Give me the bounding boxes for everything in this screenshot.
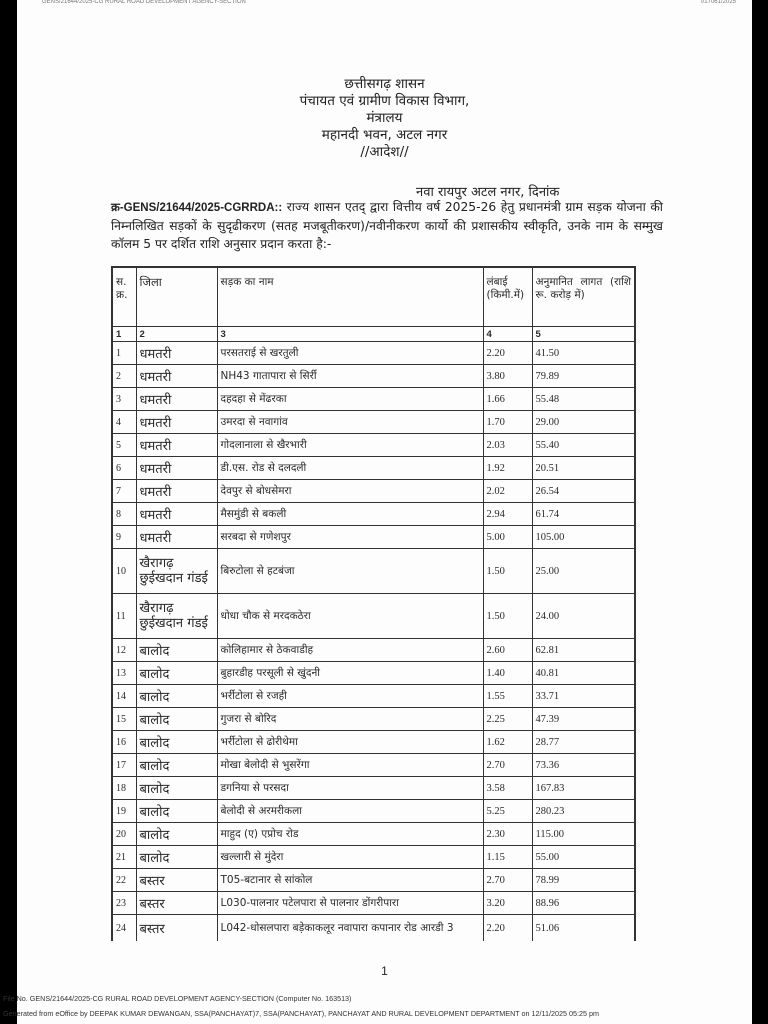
- header-estimated-cost: अनुमानित लागत (राशि रू. करोड़ में): [532, 267, 635, 327]
- column-number: 5: [532, 327, 635, 342]
- serial-no-cell: 6: [112, 457, 136, 480]
- length-cell: 2.60: [483, 639, 532, 662]
- table-row: [112, 388, 635, 411]
- table-row: [112, 869, 635, 892]
- cost-cell: 55.48: [532, 388, 635, 411]
- length-cell: 3.20: [483, 892, 532, 915]
- road-name-cell: T05-बटानार से सांकोल: [217, 869, 483, 892]
- district-cell: धमतरी: [136, 365, 217, 388]
- length-cell: 5.00: [483, 526, 532, 549]
- serial-no-cell: 12: [112, 639, 136, 662]
- cost-cell: 26.54: [532, 480, 635, 503]
- district-cell: धमतरी: [136, 457, 217, 480]
- cost-cell: 79.89: [532, 365, 635, 388]
- length-cell: 5.25: [483, 800, 532, 823]
- letterhead: [17, 76, 752, 161]
- road-name-cell: कोलिहामार से ठेकवाडीह: [217, 639, 483, 662]
- footer-generated-by: Generated from eOffice by DEEPAK KUMAR DEWANGAN, SSA(PANCHAYAT)7, SSA(PANCHAYAT), PANCHAYAT AND RURAL DEVELOPMENT DEPARTMENT on 12/11/2025 05:25 pm: [3, 1009, 599, 1018]
- serial-no-cell: 11: [112, 594, 136, 639]
- length-cell: 1.50: [483, 549, 532, 594]
- cost-cell: 24.00: [532, 594, 635, 639]
- cost-cell: 88.96: [532, 892, 635, 915]
- serial-no-cell: 4: [112, 411, 136, 434]
- column-number: 1: [112, 327, 136, 342]
- header-serial-no: स. क्र.: [112, 267, 136, 327]
- order-reference-number: क्र-GENS/21644/2025-CGRRDA::: [111, 202, 283, 214]
- district-cell: खैरागढ़ छुईखदान गंडई: [136, 549, 217, 594]
- district-cell: बालोद: [136, 662, 217, 685]
- cost-cell: 78.99: [532, 869, 635, 892]
- cost-cell: 55.40: [532, 434, 635, 457]
- serial-no-cell: 14: [112, 685, 136, 708]
- order-paragraph: [111, 198, 663, 253]
- cost-cell: 115.00: [532, 823, 635, 846]
- district-cell: बालोद: [136, 754, 217, 777]
- road-name-cell: धोधा चौक से मरदकठेरा: [217, 594, 483, 639]
- top-header-strip: [27, 0, 742, 8]
- district-cell: बालोद: [136, 731, 217, 754]
- serial-no-cell: 21: [112, 846, 136, 869]
- district-cell: धमतरी: [136, 388, 217, 411]
- road-name-cell: डगनिया से परसदा: [217, 777, 483, 800]
- road-name-cell: गुजरा से बोरिद: [217, 708, 483, 731]
- table-row: [112, 411, 635, 434]
- length-cell: 2.94: [483, 503, 532, 526]
- road-name-cell: माहुद (ए) एप्रोच रोड: [217, 823, 483, 846]
- length-cell: 1.62: [483, 731, 532, 754]
- length-cell: 2.30: [483, 823, 532, 846]
- eoffice-footer: [3, 991, 743, 1021]
- table-row: [112, 754, 635, 777]
- district-cell: बालोद: [136, 708, 217, 731]
- serial-no-cell: 15: [112, 708, 136, 731]
- length-cell: 1.55: [483, 685, 532, 708]
- table-row: [112, 777, 635, 800]
- serial-no-cell: 5: [112, 434, 136, 457]
- office-address: महानदी भवन, अटल नगर: [321, 127, 448, 143]
- length-cell: 2.70: [483, 869, 532, 892]
- length-cell: 2.20: [483, 915, 532, 942]
- top-strip-file-ref: GENS/21644/2025-CG RURAL ROAD DEVELOPMENT AGENCY-SECTION: [42, 0, 246, 5]
- road-name-cell: NH43 गातापारा से सिर्री: [217, 365, 483, 388]
- road-name-cell: देवपुर से बोधसेमरा: [217, 480, 483, 503]
- length-cell: 2.70: [483, 754, 532, 777]
- district-cell: बालोद: [136, 685, 217, 708]
- table-row: [112, 434, 635, 457]
- cost-cell: 280.23: [532, 800, 635, 823]
- table-row: [112, 915, 635, 942]
- document-page: [3, 0, 752, 1024]
- table-row: [112, 365, 635, 388]
- length-cell: 2.25: [483, 708, 532, 731]
- serial-no-cell: 9: [112, 526, 136, 549]
- road-name-cell: L030-पालनार पटेलपारा से पालनार डोंगरीपारा: [217, 892, 483, 915]
- road-name-cell: बेलोदी से अरमरीकला: [217, 800, 483, 823]
- header-district: जिला: [136, 267, 217, 327]
- cost-cell: 51.06: [532, 915, 635, 942]
- cost-cell: 40.81: [532, 662, 635, 685]
- serial-no-cell: 20: [112, 823, 136, 846]
- table-row: [112, 503, 635, 526]
- length-cell: 1.66: [483, 388, 532, 411]
- serial-no-cell: 7: [112, 480, 136, 503]
- district-cell: बस्तर: [136, 892, 217, 915]
- serial-no-cell: 1: [112, 342, 136, 365]
- serial-no-cell: 2: [112, 365, 136, 388]
- place-and-date: नवा रायपुर अटल नगर, दिनांक: [416, 185, 560, 200]
- length-cell: 1.15: [483, 846, 532, 869]
- road-name-cell: बुहारडीह परसूली से खुंदनी: [217, 662, 483, 685]
- district-cell: धमतरी: [136, 434, 217, 457]
- table-row: [112, 685, 635, 708]
- road-name-cell: खल्लारी से मुंदेरा: [217, 846, 483, 869]
- table-row: [112, 800, 635, 823]
- department-name: पंचायत एवं ग्रामीण विकास विभाग,: [299, 93, 470, 109]
- table-header-row: [112, 267, 635, 327]
- table-row: [112, 480, 635, 503]
- length-cell: 1.40: [483, 662, 532, 685]
- road-name-cell: मोखा बेलोदी से भुसरेंगा: [217, 754, 483, 777]
- cost-cell: 55.00: [532, 846, 635, 869]
- table-row: [112, 662, 635, 685]
- cost-cell: 167.83: [532, 777, 635, 800]
- cost-cell: 29.00: [532, 411, 635, 434]
- serial-no-cell: 13: [112, 662, 136, 685]
- road-name-cell: परसतराई से खरतुली: [217, 342, 483, 365]
- road-name-cell: सरबदा से गणेशपुर: [217, 526, 483, 549]
- district-cell: खैरागढ़ छुईखदान गंडई: [136, 594, 217, 639]
- length-cell: 1.92: [483, 457, 532, 480]
- page-number: 1: [381, 964, 388, 978]
- district-cell: बालोद: [136, 846, 217, 869]
- table-row: [112, 708, 635, 731]
- district-cell: बस्तर: [136, 915, 217, 942]
- length-cell: 2.20: [483, 342, 532, 365]
- serial-no-cell: 18: [112, 777, 136, 800]
- serial-no-cell: 24: [112, 915, 136, 942]
- district-cell: धमतरी: [136, 411, 217, 434]
- table-row: [112, 639, 635, 662]
- road-name-cell: L042-धोसलपारा बड़ेकाकलूर नवापारा कपानार रोड आरडी 3: [217, 915, 483, 942]
- length-cell: 3.58: [483, 777, 532, 800]
- road-name-cell: भर्रीटोला से ढोरीथेमा: [217, 731, 483, 754]
- district-cell: धमतरी: [136, 526, 217, 549]
- road-name-cell: गोदलानाला से खैरभारी: [217, 434, 483, 457]
- road-name-cell: मैसमुंडी से बकली: [217, 503, 483, 526]
- district-cell: धमतरी: [136, 503, 217, 526]
- serial-no-cell: 16: [112, 731, 136, 754]
- table-row: [112, 731, 635, 754]
- serial-no-cell: 10: [112, 549, 136, 594]
- cost-cell: 33.71: [532, 685, 635, 708]
- cost-cell: 73.36: [532, 754, 635, 777]
- cost-cell: 47.39: [532, 708, 635, 731]
- table-row: [112, 549, 635, 594]
- district-cell: बालोद: [136, 800, 217, 823]
- ministry-label: मंत्रालय: [366, 110, 403, 126]
- column-number: 4: [483, 327, 532, 342]
- cost-cell: 41.50: [532, 342, 635, 365]
- order-title: //आदेश//: [360, 144, 409, 160]
- road-name-cell: डी.एस. रोड से दलदली: [217, 457, 483, 480]
- district-cell: बालोद: [136, 777, 217, 800]
- road-name-cell: बिरुटोला से हटबंजा: [217, 549, 483, 594]
- district-cell: धमतरी: [136, 480, 217, 503]
- cost-cell: 61.74: [532, 503, 635, 526]
- table-row: [112, 892, 635, 915]
- serial-no-cell: 22: [112, 869, 136, 892]
- table-row: [112, 823, 635, 846]
- column-number: 3: [217, 327, 483, 342]
- footer-file-number: File No. GENS/21644/2025-CG RURAL ROAD DEVELOPMENT AGENCY-SECTION (Computer No. 163513): [3, 994, 352, 1003]
- header-road-name: सड़क का नाम: [217, 267, 483, 327]
- roads-table: [111, 266, 636, 941]
- serial-no-cell: 8: [112, 503, 136, 526]
- cost-cell: 62.81: [532, 639, 635, 662]
- serial-no-cell: 19: [112, 800, 136, 823]
- cost-cell: 20.51: [532, 457, 635, 480]
- header-length: लंबाई (किमी.में): [483, 267, 532, 327]
- length-cell: 1.70: [483, 411, 532, 434]
- road-name-cell: भर्रीटोला से रजही: [217, 685, 483, 708]
- serial-no-cell: 17: [112, 754, 136, 777]
- column-number-row: [112, 327, 635, 342]
- length-cell: 1.50: [483, 594, 532, 639]
- government-name: छत्तीसगढ़ शासन: [344, 76, 425, 92]
- table-row: [112, 594, 635, 639]
- district-cell: धमतरी: [136, 342, 217, 365]
- length-cell: 2.03: [483, 434, 532, 457]
- serial-no-cell: 3: [112, 388, 136, 411]
- road-name-cell: दहदहा से मेंढरका: [217, 388, 483, 411]
- table-row: [112, 526, 635, 549]
- cost-cell: 28.77: [532, 731, 635, 754]
- cost-cell: 105.00: [532, 526, 635, 549]
- district-cell: बालोद: [136, 639, 217, 662]
- length-cell: 3.80: [483, 365, 532, 388]
- serial-no-cell: 23: [112, 892, 136, 915]
- order-text: राज्य शासन एतद् द्वारा वित्तीय वर्ष 2025-26 हेतु प्रधानमंत्री ग्राम सड़क योजना की निम्नलिखित सड़कों के सुदृढीकरण (सतह मजबूतीकरण)/नवीनीकरण कार्यो की प्रशासकीय स्वीकृति, उनके नाम के सम्मुख कॉलम 5 पर दर्शित राशि अनुसार प्रदान करता है:-: [111, 200, 663, 251]
- table-row: [112, 846, 635, 869]
- table-row: [112, 342, 635, 365]
- table-row: [112, 457, 635, 480]
- length-cell: 2.02: [483, 480, 532, 503]
- cost-cell: 25.00: [532, 549, 635, 594]
- district-cell: बालोद: [136, 823, 217, 846]
- district-cell: बस्तर: [136, 869, 217, 892]
- column-number: 2: [136, 327, 217, 342]
- top-strip-receipt-no: I/17061/2025: [700, 0, 736, 5]
- road-name-cell: उमरदा से नवागांव: [217, 411, 483, 434]
